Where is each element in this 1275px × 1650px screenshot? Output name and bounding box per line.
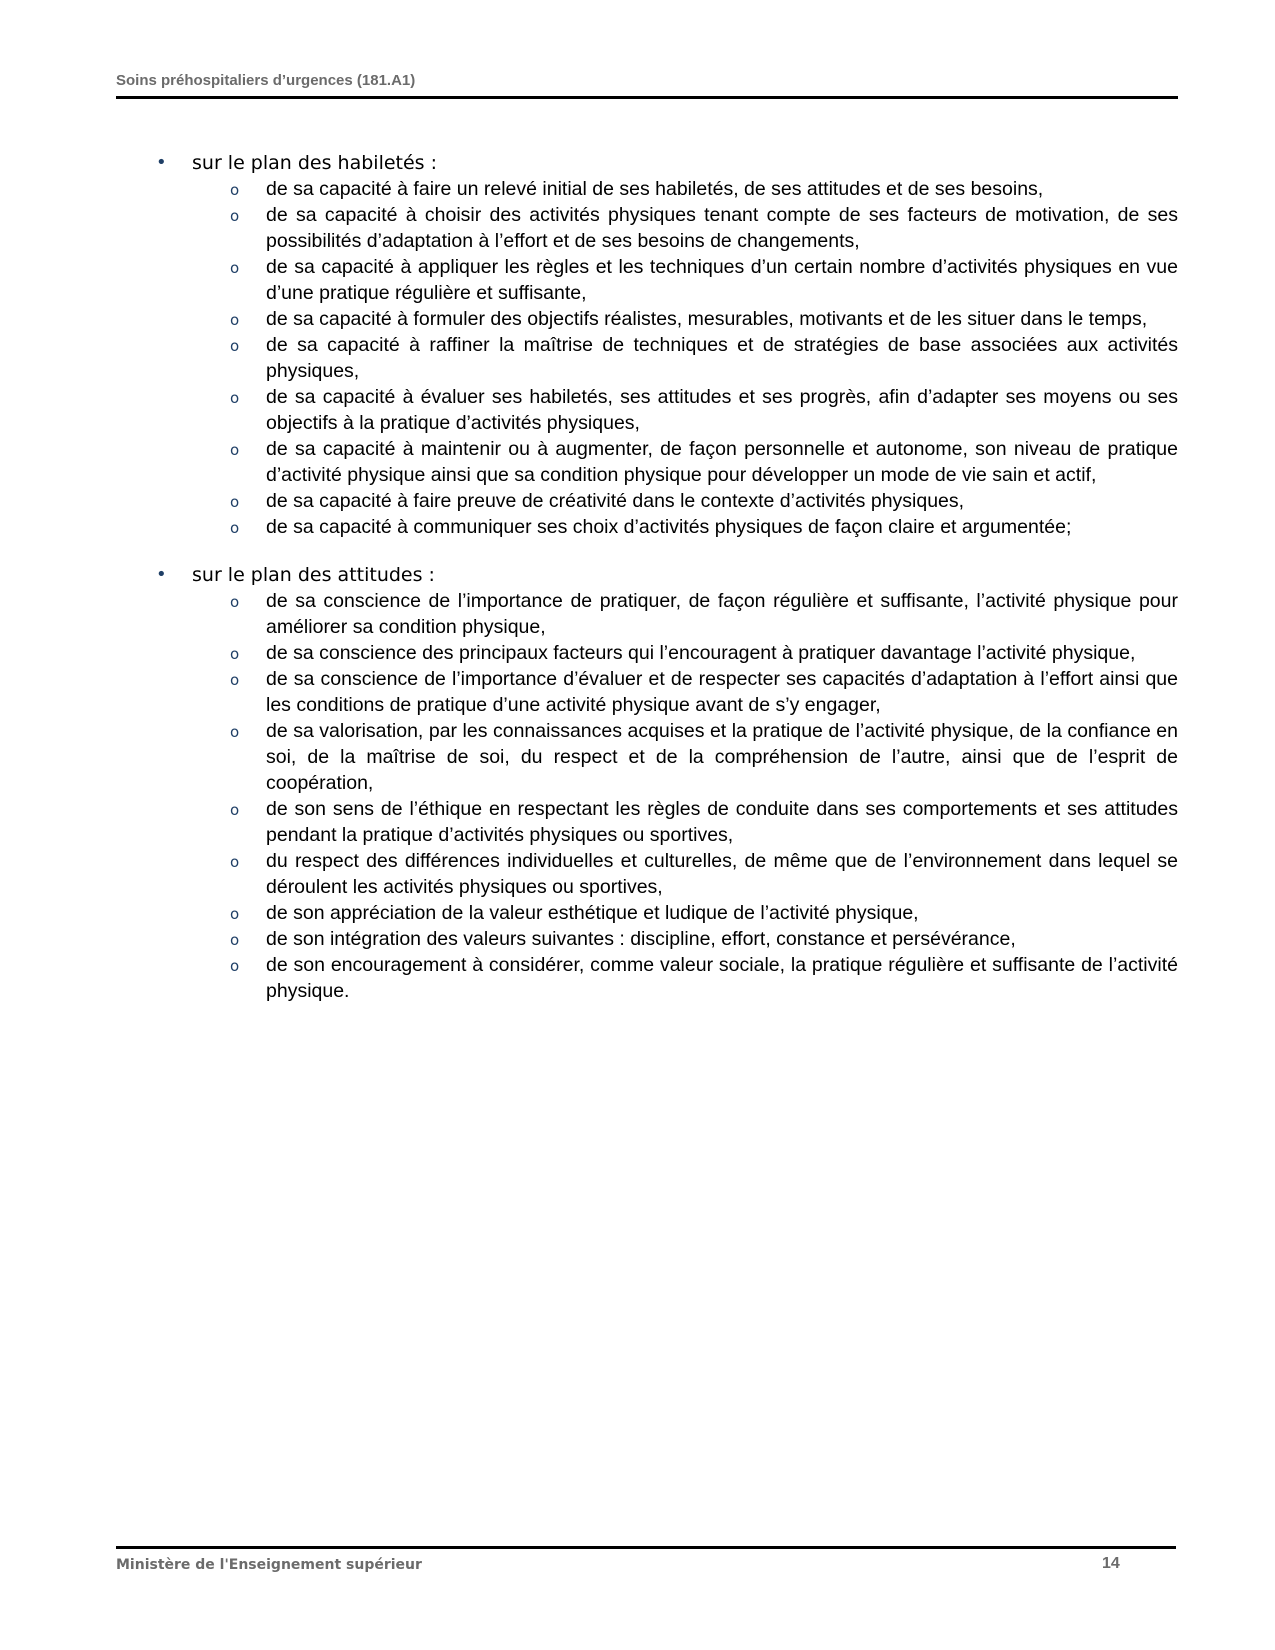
list-item xyxy=(116,796,1178,848)
list-item-text: du respect des différences individuelles et culturelles, de même que de l’environnement dans lequel se déroulent les activités physiques ou sportives, xyxy=(266,850,1178,898)
section-heading-text: sur le plan des attitudes : xyxy=(192,564,435,586)
list-item-text: de sa capacité à évaluer ses habiletés, ses attitudes et ses progrès, afin d’adapter ses moyens ou ses objectifs à la pratique d’activités physiques, xyxy=(266,386,1178,434)
page-number: 14 xyxy=(1102,1555,1120,1572)
list-item-text: de sa valorisation, par les connaissances acquises et la pratique de l’activité physique, de la confiance en soi, de la maîtrise de soi, du respect et de la compréhension de l’autre, ainsi que de l’esprit de coopération, xyxy=(266,720,1178,794)
list-item-text: de sa capacité à maintenir ou à augmenter, de façon personnelle et autonome, son niveau de pratique d’activité physique ainsi que sa condition physique pour développer un mode de vie sain et actif, xyxy=(266,438,1178,486)
section-heading xyxy=(116,562,1178,588)
list-item xyxy=(116,514,1178,540)
page-footer xyxy=(116,1546,1176,1579)
circle-bullet-icon: o xyxy=(230,957,240,975)
list-item xyxy=(116,640,1178,666)
circle-bullet-icon: o xyxy=(230,311,240,329)
section-attitudes xyxy=(116,562,1178,1004)
list-item-text: de sa capacité à raffiner la maîtrise de techniques et de stratégies de base associées aux activités physiques, xyxy=(266,334,1178,382)
list-item-text: de sa conscience de l’importance d’évaluer et de respecter ses capacités d’adaptation à l’effort ainsi que les conditions de pratique d’une activité physique avant de s’y engager, xyxy=(266,668,1178,716)
list-item-text: de sa conscience de l’importance de pratiquer, de façon régulière et suffisante, l’activité physique pour améliorer sa condition physique, xyxy=(266,590,1178,638)
list-item xyxy=(116,900,1178,926)
list-item xyxy=(116,952,1178,1004)
list-item xyxy=(116,306,1178,332)
list-item-text: de sa capacité à appliquer les règles et les techniques d’un certain nombre d’activités physiques en vue d’une pratique régulière et suffisante, xyxy=(266,256,1178,304)
list-item xyxy=(116,202,1178,254)
circle-bullet-icon: o xyxy=(230,905,240,923)
list-item xyxy=(116,254,1178,306)
circle-bullet-icon: o xyxy=(230,259,240,277)
list-item xyxy=(116,588,1178,640)
list-item-text: de son sens de l’éthique en respectant les règles de conduite dans ses comportements et ses attitudes pendant la pratique d’activités physiques ou sportives, xyxy=(266,798,1178,846)
circle-bullet-icon: o xyxy=(230,441,240,459)
page-header xyxy=(116,72,1178,99)
bullet-icon: • xyxy=(156,564,167,585)
circle-bullet-icon: o xyxy=(230,493,240,511)
circle-bullet-icon: o xyxy=(230,337,240,355)
bullet-icon: • xyxy=(156,152,167,173)
list-item xyxy=(116,926,1178,952)
circle-bullet-icon: o xyxy=(230,801,240,819)
footer-publisher: Ministère de l'Enseignement supérieur xyxy=(116,1557,422,1573)
document-body xyxy=(116,150,1178,1026)
list-item xyxy=(116,666,1178,718)
circle-bullet-icon: o xyxy=(230,931,240,949)
section-habiletes xyxy=(116,150,1178,540)
list-item-text: de son intégration des valeurs suivantes : discipline, effort, constance et persévérance, xyxy=(266,928,1016,950)
section-heading xyxy=(116,150,1178,176)
list-item-text: de sa capacité à faire preuve de créativité dans le contexte d’activités physiques, xyxy=(266,490,965,512)
circle-bullet-icon: o xyxy=(230,723,240,741)
list-item-text: de son appréciation de la valeur esthétique et ludique de l’activité physique, xyxy=(266,902,919,924)
list-item-text: de son encouragement à considérer, comme valeur sociale, la pratique régulière et suffisante de l’activité physique. xyxy=(266,954,1178,1002)
circle-bullet-icon: o xyxy=(230,181,240,199)
circle-bullet-icon: o xyxy=(230,207,240,225)
list-item-text: de sa conscience des principaux facteurs qui l’encouragent à pratiquer davantage l’activité physique, xyxy=(266,642,1136,664)
list-item xyxy=(116,176,1178,202)
circle-bullet-icon: o xyxy=(230,519,240,537)
circle-bullet-icon: o xyxy=(230,593,240,611)
list-item-text: de sa capacité à faire un relevé initial de ses habiletés, de ses attitudes et de ses besoins, xyxy=(266,178,1044,200)
sub-list xyxy=(116,176,1178,540)
circle-bullet-icon: o xyxy=(230,389,240,407)
circle-bullet-icon: o xyxy=(230,645,240,663)
list-item xyxy=(116,488,1178,514)
circle-bullet-icon: o xyxy=(230,853,240,871)
circle-bullet-icon: o xyxy=(230,671,240,689)
sub-list xyxy=(116,588,1178,1004)
list-item-text: de sa capacité à communiquer ses choix d’activités physiques de façon claire et argumentée; xyxy=(266,516,1072,538)
list-item xyxy=(116,848,1178,900)
list-item xyxy=(116,718,1178,796)
list-item-text: de sa capacité à formuler des objectifs réalistes, mesurables, motivants et de les situer dans le temps, xyxy=(266,308,1148,330)
header-title: Soins préhospitaliers d’urgences (181.A1) xyxy=(116,72,416,89)
list-item xyxy=(116,436,1178,488)
list-item-text: de sa capacité à choisir des activités physiques tenant compte de ses facteurs de motivation, de ses possibilités d’adaptation à l’effort et de ses besoins de changements, xyxy=(266,204,1178,252)
list-item xyxy=(116,332,1178,384)
list-item xyxy=(116,384,1178,436)
section-heading-text: sur le plan des habiletés : xyxy=(192,152,438,174)
